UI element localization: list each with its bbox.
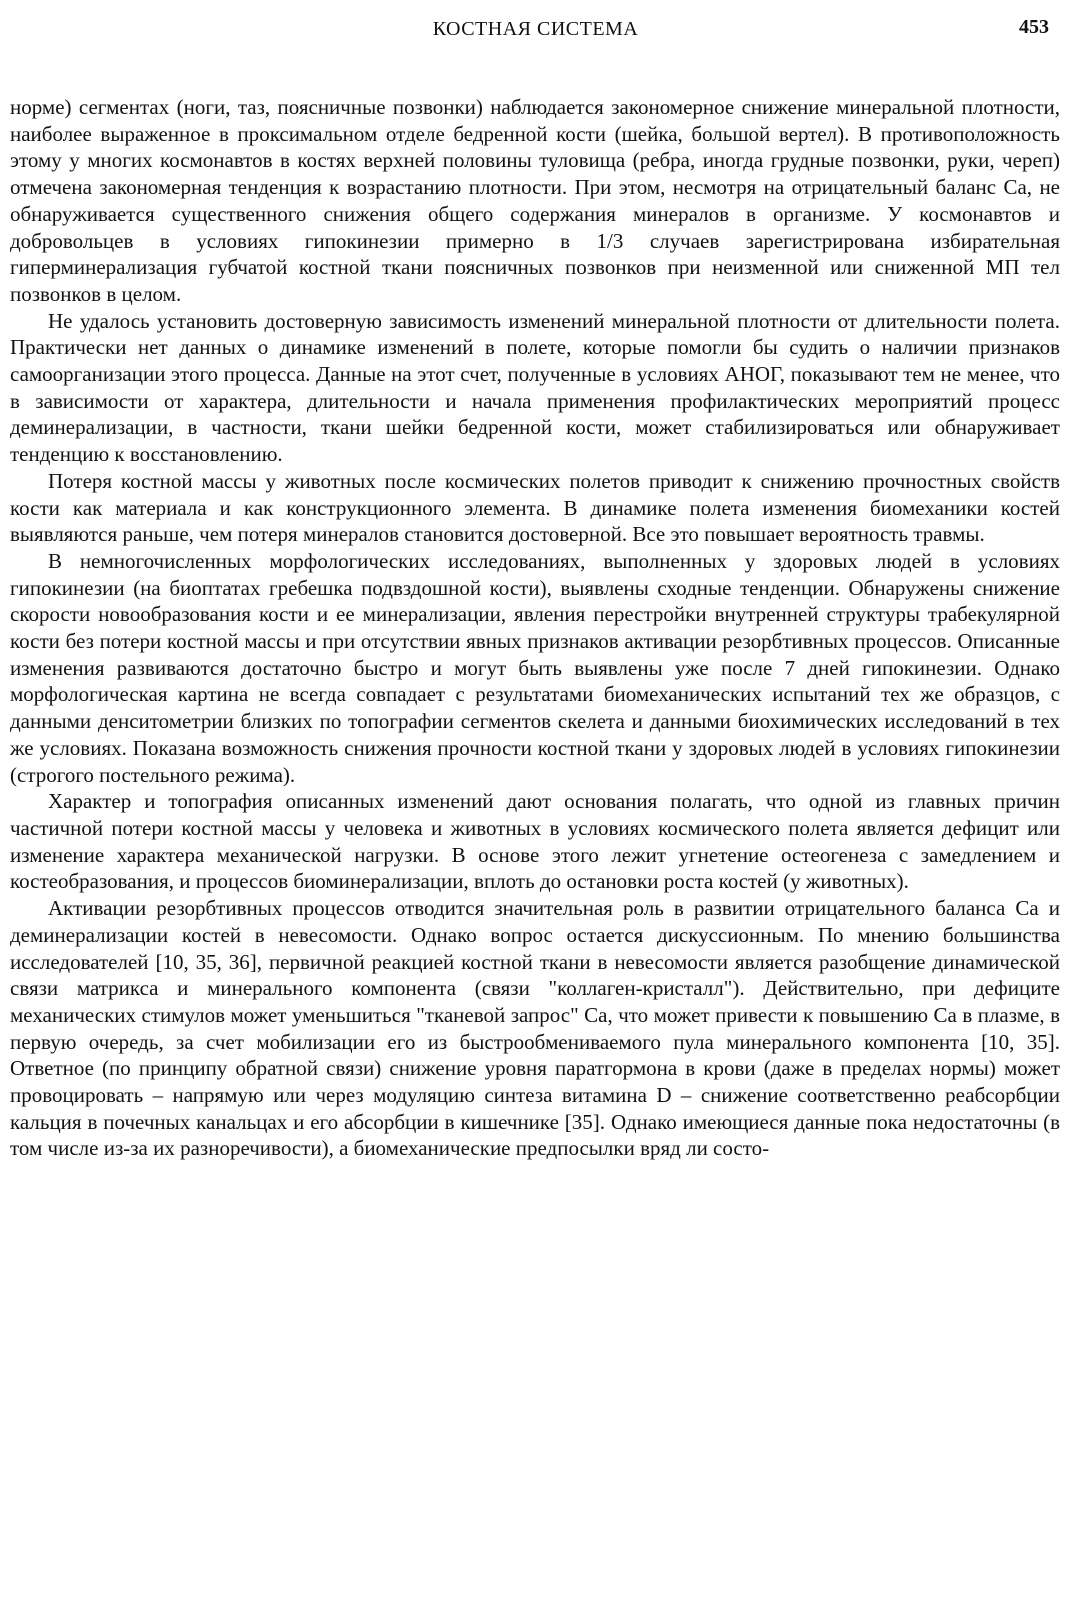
paragraph: Потеря костной массы у животных после космических полетов приводит к снижению прочностных свойств кости как материала и как конструкционного элемента. В динамике полета изменения биомеханики костей выявляются раньше, чем потеря минералов становится достоверной. Все это повышает вероятность травмы.	[10, 468, 1060, 547]
paragraph: Характер и топография описанных изменений дают основания полагать, что одной из главных причин частичной потери костной массы у человека и животных в условиях космического полета является дефицит или изменение характера механической нагрузки. В основе этого лежит угнетение остеогенеза с замедлением и костеобразования, и процессов биоминерализации, вплоть до остановки роста костей (у животных).	[10, 789, 1060, 894]
paragraph: Активации резорбтивных процессов отводится значительная роль в развитии отрицательного баланса Са и деминерализации костей в невесомости. Однако вопрос остается дискуссионным. По мнению большинства исследователей [10, 35, 36], первичной реакцией костной ткани в невесомости является разобщение динамической связи матрикса и минерального компонента (связи "коллаген-кристалл"). Действительно, при дефиците механических стимулов может уменьшиться "тканевой запрос" Са, что может привести к повышению Са в плазме, в первую очередь, за счет мобилизации его из быстрообмениваемого пула минерального компонента [10, 35]. Ответное (по принципу обратной связи) снижение уровня паратгормона в крови (даже в пределах нормы) может провоцировать – напрямую или через модуляцию синтеза витамина D – снижение соответственно реабсорбции кальция в почечных канальцах и его абсорбции в кишечнике [35]. Однако имеющиеся данные пока недостаточны (в том числе из-за их разноречивости), а биомеханические предпосылки вряд ли состо-	[10, 896, 1060, 1161]
paragraph-continued: норме) сегментах (ноги, таз, поясничные позвонки) наблюдается закономерное снижение минеральной плотности, наиболее выраженное в проксимальном отделе бедренной кости (шейка, большой вертел). В противоположность этому у многих космонавтов в костях верхней половины туловища (ребра, иногда грудные позвонки, руки, череп) отмечена закономерная тенденция к возрастанию плотности. При этом, несмотря на отрицательный баланс Са, не обнаруживается существенного снижения общего содержания минералов в организме. У космонавтов и добровольцев в условиях гипокинезии примерно в 1/3 случаев зарегистрирована избирательная гиперминерализация губчатой костной ткани поясничных позвонков при неизменной или сниженной МП тел позвонков в целом.	[10, 95, 1060, 306]
running-head	[12, 14, 1059, 44]
body-text	[10, 94, 1060, 1162]
page-number: 453	[1019, 16, 1049, 38]
running-title: КОСТНАЯ СИСТЕМА	[432, 18, 639, 40]
paragraph: Не удалось установить достоверную зависимость изменений минеральной плотности от длительности полета. Практически нет данных о динамике изменений в полете, которые помогли бы судить о наличии признаков самоорганизации этого процесса. Данные на этот счет, полученные в условиях АНОГ, показывают тем не менее, что в зависимости от характера, длительности и начала применения профилактических мероприятий процесс деминерализации, в частности, ткани шейки бедренной кости, может стабилизироваться или обнаруживает тенденцию к восстановлению.	[10, 308, 1060, 467]
paragraph: В немногочисленных морфологических исследованиях, выполненных у здоровых людей в условиях гипокинезии (на биоптатах гребешка подвздошной кости), выявлены сходные тенденции. Обнаружены снижение скорости новообразования кости и ее минерализации, явления перестройки внутренней структуры трабекулярной кости без потери костной массы и при отсутствии явных признаков активации резорбтивных процессов. Описанные изменения развиваются достаточно быстро и могут быть выявлены уже после 7 дней гипокинезии. Однако морфологическая картина не всегда совпадает с результатами биомеханических испытаний тех же образцов, с данными денситометрии близких по топографии сегментов скелета и данными биохимических исследований в тех же условиях. Показана возможность снижения прочности костной ткани у здоровых людей в условиях гипокинезии (строгого постельного режима).	[10, 548, 1060, 787]
